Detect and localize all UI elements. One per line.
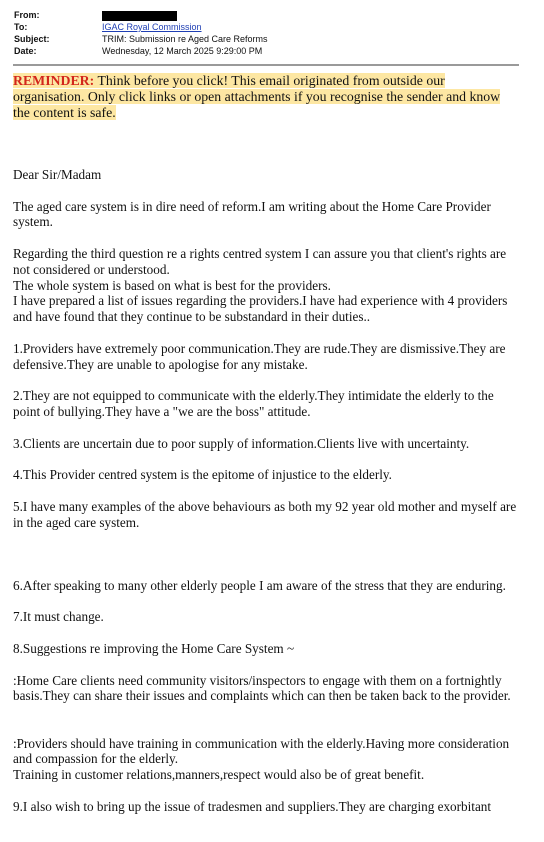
list-item: 8.Suggestions re improving the Home Care System ~: [13, 640, 295, 656]
from-value: [102, 9, 519, 21]
suggestion-item-cont: Training in customer relations,manners,respect would also be of great benefit.: [13, 767, 425, 783]
list-item: 9.I also wish to bring up the issue of tradesmen and suppliers.They are charging exorbitant: [13, 798, 492, 814]
reminder-label: REMINDER:: [13, 73, 95, 88]
paragraph-intro: The aged care system is in dire need of reform.I am writing about the Home Care Provider system.: [13, 198, 491, 230]
list-item: 1.Providers have extremely poor communication.They are rude.They are dismissive.They are defensive.They are unable to apologise for any mistake.: [13, 340, 506, 372]
suggestion-item: :Providers should have training in communication with the elderly.Having more consideration and compassion for the elderly.: [13, 735, 510, 767]
to-row: [14, 21, 519, 33]
paragraph-providers: The whole system is based on what is best for the providers.: [13, 277, 331, 293]
date-value: Wednesday, 12 March 2025 9:29:00 PM: [102, 46, 263, 56]
list-item: 5.I have many examples of the above behaviours as both my 92 year old mother and myself are in the aged care system.: [13, 498, 517, 530]
paragraph-list-intro: I have prepared a list of issues regarding the providers.I have had experience with 4 providers and have found that they continue to be substandard in their duties..: [13, 293, 508, 325]
paragraph-rights: Regarding the third question re a rights centred system I can assure you that client's rights are not considered or understood.: [13, 245, 507, 277]
list-item: 7.It must change.: [13, 609, 104, 625]
email-header: [14, 9, 519, 57]
from-row: [14, 9, 519, 21]
to-value-link[interactable]: IGAC Royal Commission: [102, 22, 202, 32]
date-label: Date:: [14, 46, 37, 56]
banner-text: Think before you click! This email originated from outside our organisation. Only click links or open attachments if you recognise the sender and know the content is safe.: [13, 73, 501, 121]
subject-label: Subject:: [14, 34, 50, 44]
external-email-banner: [13, 73, 518, 122]
to-label: To:: [14, 22, 28, 32]
subject-value: TRIM: Submission re Aged Care Reforms: [102, 34, 268, 44]
list-item: 6.After speaking to many other elderly people I am aware of the stress that they are enduring.: [13, 577, 506, 593]
redaction-block: [102, 11, 177, 21]
list-item: 4.This Provider centred system is the epitome of injustice to the elderly.: [13, 467, 392, 483]
list-item: 3.Clients are uncertain due to poor supply of information.Clients live with uncertainty.: [13, 435, 470, 451]
suggestion-item: :Home Care clients need community visitors/inspectors to engage with them on a fortnightly basis.They can share their issues and complaints which can then be taken back to the provider.: [13, 672, 511, 704]
subject-row: [14, 33, 519, 45]
from-label: From:: [14, 10, 40, 20]
list-item: 2.They are not equipped to communicate with the elderly.They intimidate the elderly to the point of bullying.They have a "we are the boss" attitude.: [13, 388, 494, 419]
email-body: [13, 167, 523, 815]
date-row: [14, 45, 519, 57]
header-divider: [13, 64, 519, 66]
greeting: Dear Sir/Madam: [13, 167, 102, 182]
